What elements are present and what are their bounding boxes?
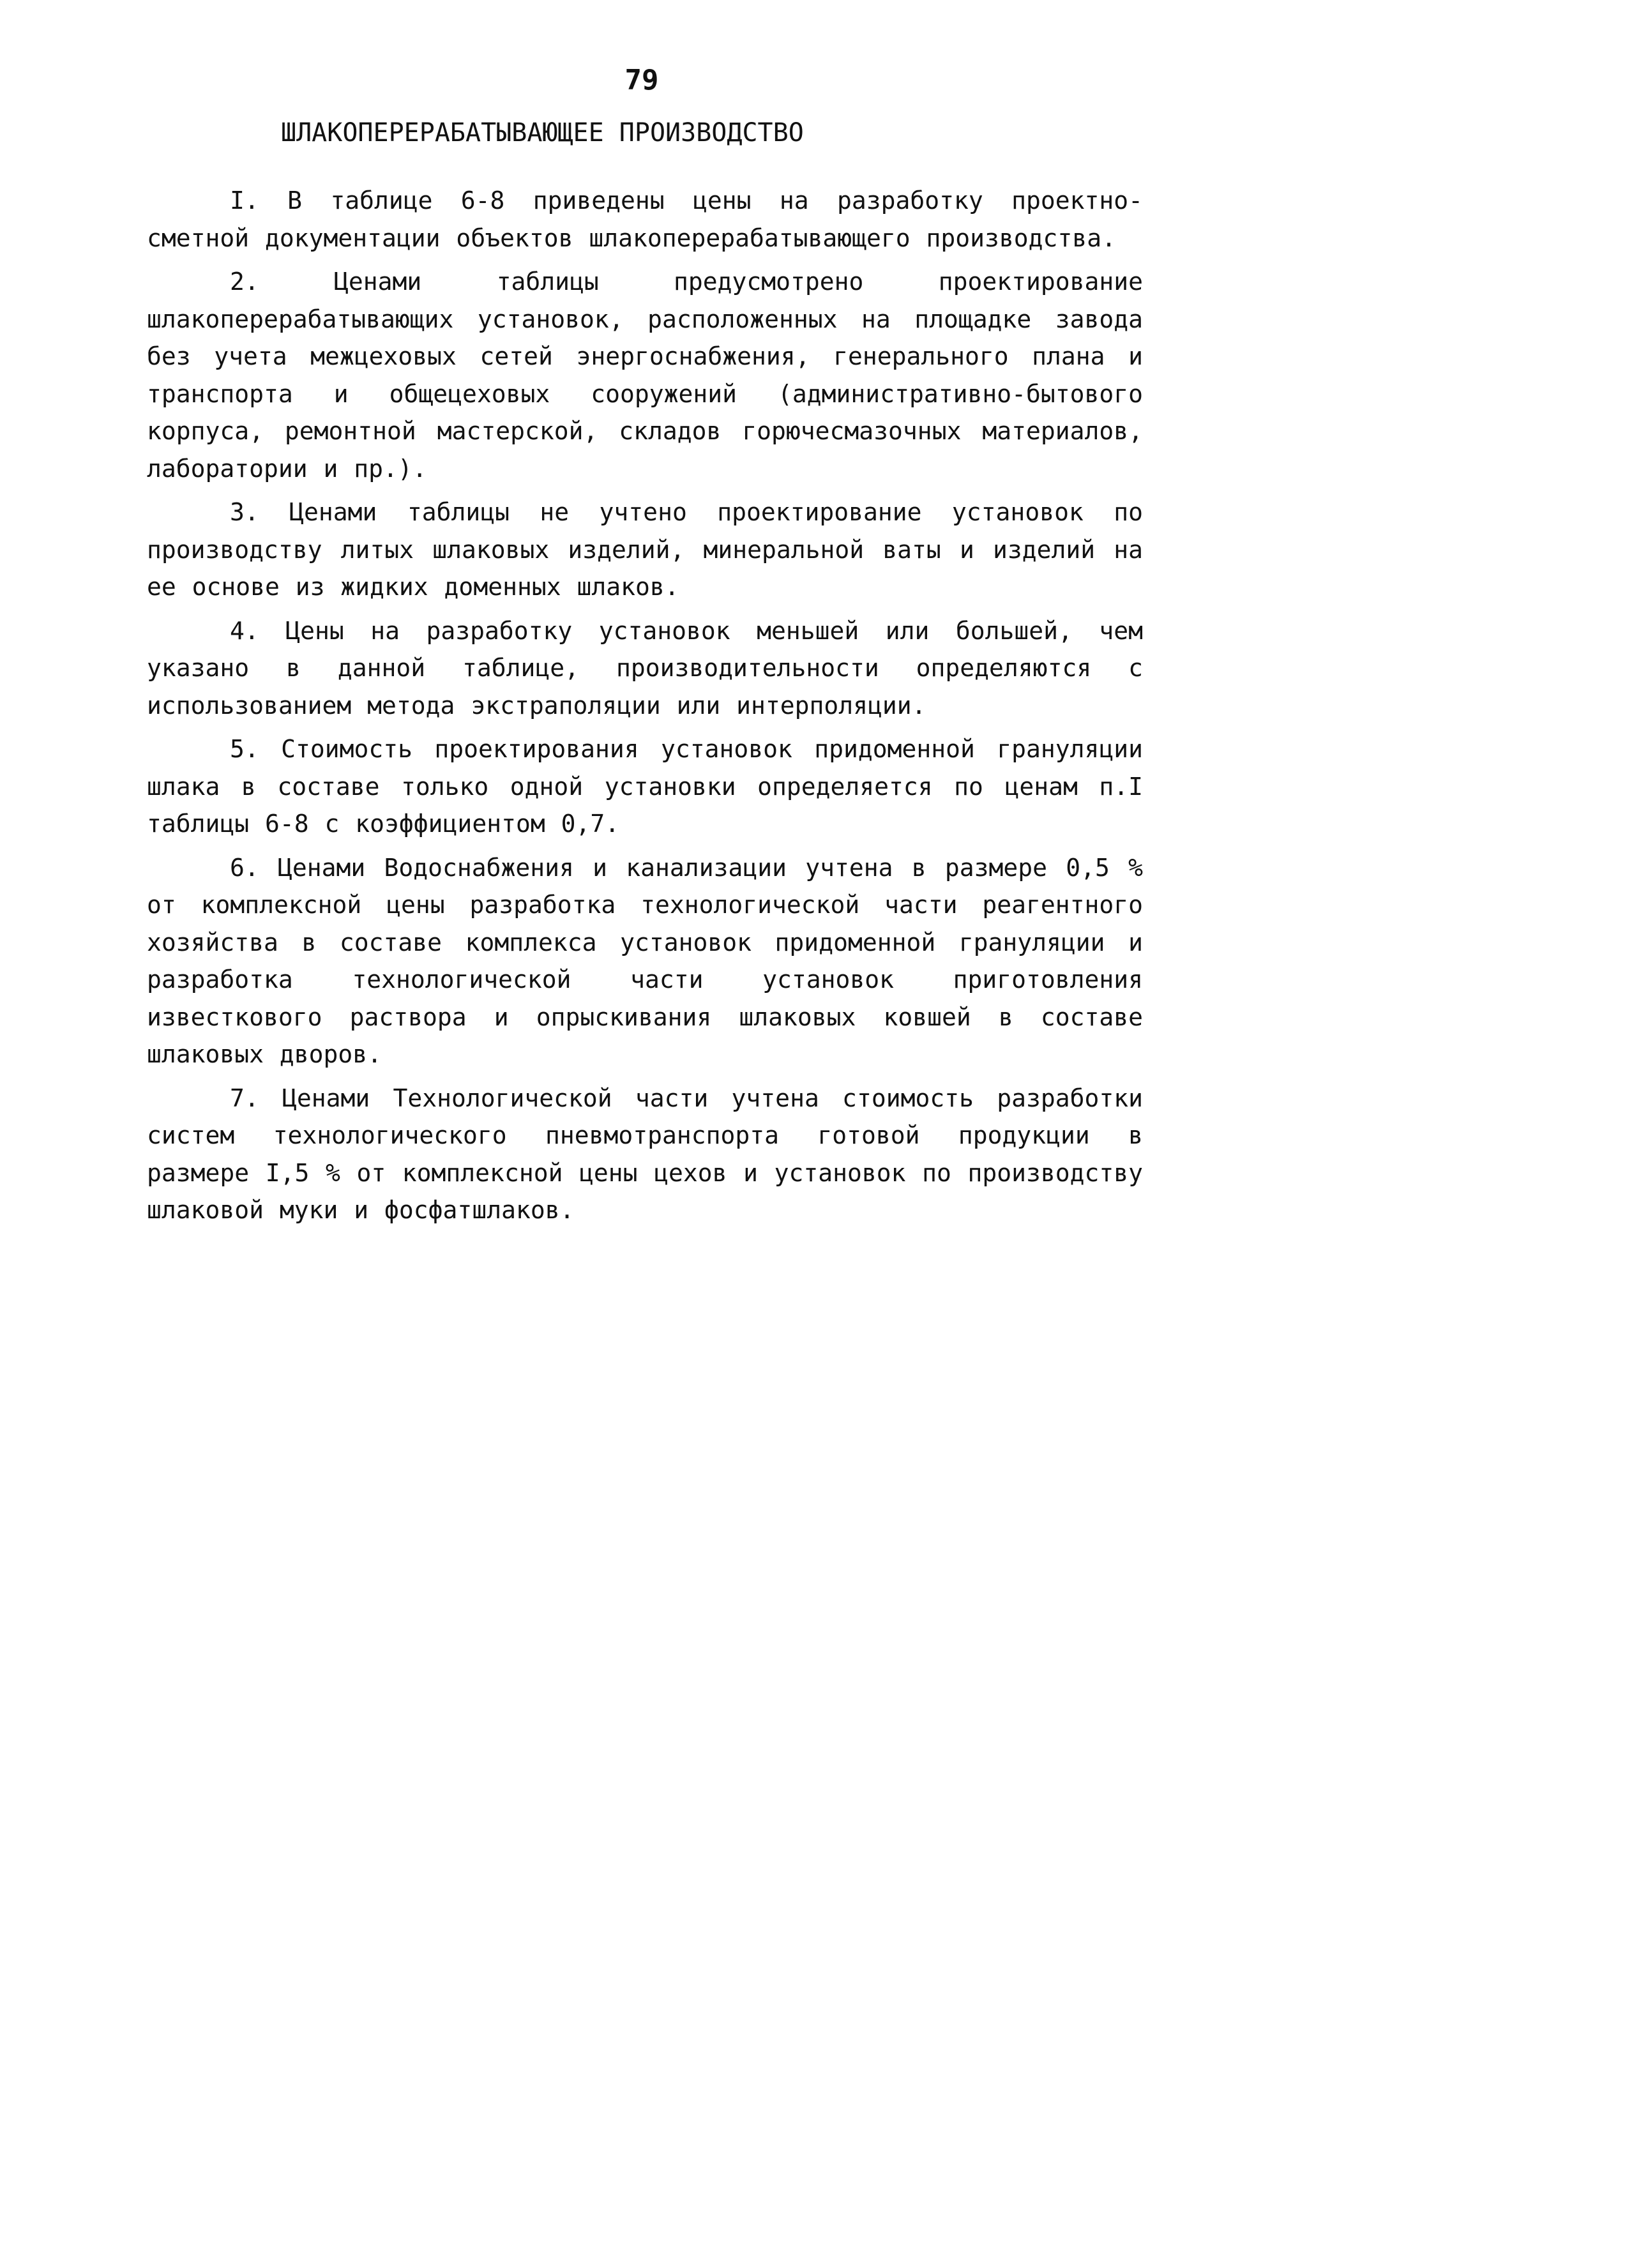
paragraph-6: 6. Ценами Водоснабжения и канализации учтена в размере 0,5 % от комплексной цены разработка технологической части реагентного хозяйства в составе комплекса установок придоменной грануляции и разработка технологической части установок приготовления известкового раствора и опрыскивания шлаковых ковшей в составе шлаковых дворов. (147, 853, 1143, 1068)
paragraph-4: 4. Цены на разработку установок меньшей или большей, чем указано в данной таблице, производительности определяются с использованием метода экстраполяции или интерполяции. (147, 616, 1143, 720)
paragraph-3: 3. Ценами таблицы не учтено проектирование установок по производству литых шлаковых изделий, минеральной ваты и изделий на ее основе из жидких доменных шлаков. (147, 498, 1143, 601)
document-body (147, 182, 1143, 1236)
paragraph-7: 7. Ценами Технологической части учтена стоимость разработки систем технологического пневмотранспорта готовой продукции в размере I,5 % от комплексной цены цехов и установок по производству шлаковой муки и фосфатшлаков. (147, 1084, 1143, 1224)
paragraph-5: 5. Стоимость проектирования установок придоменной грануляции шлака в составе только одной установки определяется по ценам п.I таблицы 6-8 с коэффициентом 0,7. (147, 735, 1143, 838)
page-number: 79 (624, 64, 659, 96)
paragraph-1: I. В таблице 6-8 приведены цены на разработку проектно-сметной документации объектов шлакоперерабатывающего производства. (147, 186, 1143, 252)
section-title: ШЛАКОПЕРЕРАБАТЫВАЮЩЕЕ ПРОИЗВОДСТВО (281, 118, 804, 147)
paragraph-2: 2. Ценами таблицы предусмотрено проектирование шлакоперерабатывающих установок, расположенных на площадке завода без учета межцеховых сетей энергоснабжения, генерального плана и транспорта и общецеховых сооружений (административно-бытового корпуса, ремонтной мастерской, складов горючесмазочных материалов, лаборатории и пр.). (147, 268, 1143, 483)
